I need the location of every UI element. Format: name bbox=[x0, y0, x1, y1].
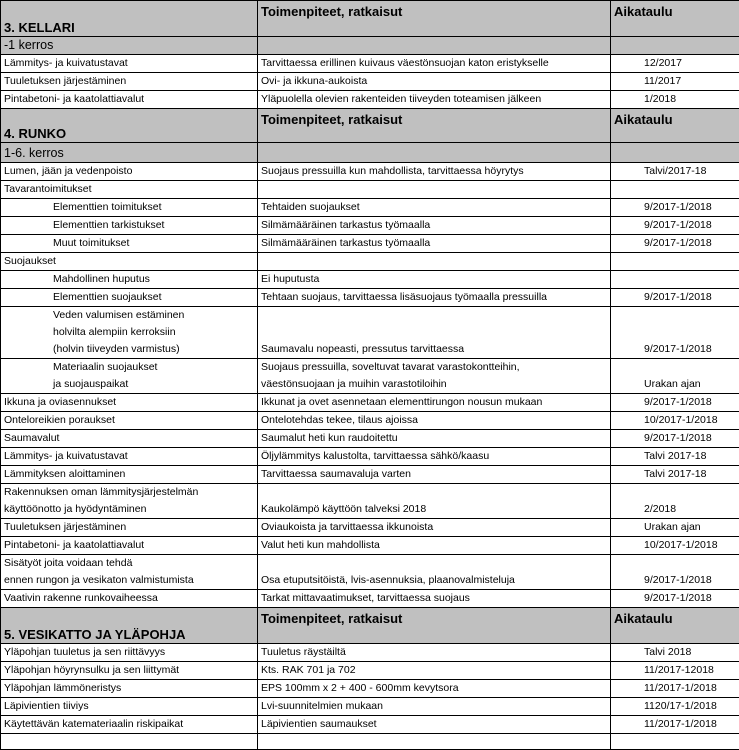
table-row bbox=[1, 537, 739, 555]
item-action: Kts. RAK 701 ja 702 bbox=[258, 662, 611, 680]
item-action bbox=[258, 359, 611, 394]
table-row bbox=[1, 448, 739, 466]
floor-row bbox=[1, 37, 739, 55]
item-label: Elementtien suojaukset bbox=[1, 289, 258, 307]
item-label-line: ja suojauspaikat bbox=[53, 376, 254, 393]
column-header-schedule: Aikataulu bbox=[611, 608, 739, 644]
section-header-runko bbox=[1, 109, 739, 143]
table-row bbox=[1, 253, 739, 271]
item-label: Käytettävän katemateriaalin riskipaikat bbox=[1, 716, 258, 734]
item-label: Lumen, jään ja vedenpoisto bbox=[1, 163, 258, 181]
item-schedule: 9/2017-1/2018 bbox=[611, 235, 739, 253]
item-action: EPS 100mm x 2 + 400 - 600mm kevytsora bbox=[258, 680, 611, 698]
table-row bbox=[1, 199, 739, 217]
column-header-actions: Toimenpiteet, ratkaisut bbox=[258, 1, 611, 37]
item-schedule: Urakan ajan bbox=[611, 359, 739, 394]
item-action: Valut heti kun mahdollista bbox=[258, 537, 611, 555]
floor-row bbox=[1, 143, 739, 163]
item-action: Lvi-suunnitelmien mukaan bbox=[258, 698, 611, 716]
item-action: Ontelotehdas tekee, tilaus ajoissa bbox=[258, 412, 611, 430]
table-row bbox=[1, 430, 739, 448]
item-action: Tarkat mittavaatimukset, tarvittaessa suojaus bbox=[258, 590, 611, 608]
item-schedule: 9/2017-1/2018 bbox=[611, 307, 739, 359]
table-row bbox=[1, 235, 739, 253]
table-row bbox=[1, 412, 739, 430]
item-label-line: (holvin tiiveyden varmistus) bbox=[53, 341, 254, 358]
table-row bbox=[1, 73, 739, 91]
item-action-line: Suojaus pressuilla, soveltuvat tavarat varastokontteihin, bbox=[261, 359, 607, 376]
item-schedule: 10/2017-1/2018 bbox=[611, 537, 739, 555]
item-label: Mahdollinen huputus bbox=[1, 271, 258, 289]
section-title: 4. RUNKO bbox=[1, 109, 258, 143]
item-schedule: 9/2017-1/2018 bbox=[611, 590, 739, 608]
item-schedule: 1/2018 bbox=[611, 91, 739, 109]
item-label-line: käyttöönotto ja hyödyntäminen bbox=[4, 501, 254, 518]
table-row bbox=[1, 217, 739, 235]
table-row bbox=[1, 519, 739, 537]
item-label bbox=[1, 359, 258, 394]
item-action: Ei huputusta bbox=[258, 271, 611, 289]
item-schedule: 9/2017-1/2018 bbox=[611, 289, 739, 307]
item-action: Ovi- ja ikkuna-aukoista bbox=[258, 73, 611, 91]
table-row bbox=[1, 91, 739, 109]
table-row bbox=[1, 359, 739, 394]
floor-label: 1-6. kerros bbox=[1, 143, 258, 163]
section-title: 5. VESIKATTO JA YLÄPOHJA bbox=[1, 608, 258, 644]
item-action: Tarvittaessa erillinen kuivaus väestönsuojan katon eristykselle bbox=[258, 55, 611, 73]
item-schedule: Urakan ajan bbox=[611, 519, 739, 537]
table-row bbox=[1, 466, 739, 484]
table-row bbox=[1, 555, 739, 590]
section-header-vesikatto bbox=[1, 608, 739, 644]
table-row bbox=[1, 698, 739, 716]
item-action: Yläpuolella olevien rakenteiden tiiveyden toteamisen jälkeen bbox=[258, 91, 611, 109]
table-row bbox=[1, 590, 739, 608]
item-schedule: 11/2017-12018 bbox=[611, 662, 739, 680]
item-action: Suojaus pressuilla kun mahdollista, tarvittaessa höyrytys bbox=[258, 163, 611, 181]
item-label-line: Veden valumisen estäminen bbox=[53, 307, 254, 324]
item-action: Tehtaan suojaus, tarvittaessa lisäsuojaus työmaalla pressuilla bbox=[258, 289, 611, 307]
item-label: Lämmitys- ja kuivatustavat bbox=[1, 55, 258, 73]
group-label: Tavarantoimitukset bbox=[1, 181, 258, 199]
table-row bbox=[1, 181, 739, 199]
table-row bbox=[1, 307, 739, 359]
item-schedule: 9/2017-1/2018 bbox=[611, 217, 739, 235]
item-schedule: Talvi 2017-18 bbox=[611, 466, 739, 484]
table-row bbox=[1, 680, 739, 698]
item-action: Läpivientien saumaukset bbox=[258, 716, 611, 734]
item-schedule: 11/2017 bbox=[611, 73, 739, 91]
item-label-line: Rakennuksen oman lämmitysjärjestelmän bbox=[4, 484, 254, 501]
item-label-line: Materiaalin suojaukset bbox=[53, 359, 254, 376]
column-header-schedule: Aikataulu bbox=[611, 1, 739, 37]
column-header-schedule: Aikataulu bbox=[611, 109, 739, 143]
section-header-kellari bbox=[1, 1, 739, 37]
item-label bbox=[1, 484, 258, 519]
table-row bbox=[1, 289, 739, 307]
section-title: 3. KELLARI bbox=[1, 1, 258, 37]
group-label: Suojaukset bbox=[1, 253, 258, 271]
item-schedule: 1120/17-1/2018 bbox=[611, 698, 739, 716]
item-label: Elementtien toimitukset bbox=[1, 199, 258, 217]
item-label-line: ennen rungon ja vesikaton valmistumista bbox=[4, 572, 254, 589]
item-schedule: 9/2017-1/2018 bbox=[611, 394, 739, 412]
item-label: Pintabetoni- ja kaatolattiavalut bbox=[1, 537, 258, 555]
item-schedule: Talvi 2017-18 bbox=[611, 448, 739, 466]
table-row bbox=[1, 662, 739, 680]
item-label: Läpivientien tiiviys bbox=[1, 698, 258, 716]
table-row bbox=[1, 394, 739, 412]
item-action: Ikkunat ja ovet asennetaan elementtirungon nousun mukaan bbox=[258, 394, 611, 412]
table-row bbox=[1, 271, 739, 289]
item-label: Onteloreikien poraukset bbox=[1, 412, 258, 430]
item-action: Tarvittaessa saumavaluja varten bbox=[258, 466, 611, 484]
table-row bbox=[1, 484, 739, 519]
item-action: Öljylämmitys kalustolta, tarvittaessa sähkö/kaasu bbox=[258, 448, 611, 466]
table-row-empty bbox=[1, 734, 739, 750]
item-action: Osa etuputsitöistä, lvis-asennuksia, plaanovalmisteluja bbox=[258, 555, 611, 590]
item-label: Muut toimitukset bbox=[1, 235, 258, 253]
item-label: Yläpohjan lämmöneristys bbox=[1, 680, 258, 698]
item-label: Elementtien tarkistukset bbox=[1, 217, 258, 235]
item-action: Saumalut heti kun raudoitettu bbox=[258, 430, 611, 448]
item-schedule: 2/2018 bbox=[611, 484, 739, 519]
item-action: Silmämääräinen tarkastus työmaalla bbox=[258, 217, 611, 235]
table-row bbox=[1, 163, 739, 181]
item-schedule: 12/2017 bbox=[611, 55, 739, 73]
item-label: Lämmityksen aloittaminen bbox=[1, 466, 258, 484]
table-row bbox=[1, 55, 739, 73]
item-label: Pintabetoni- ja kaatolattiavalut bbox=[1, 91, 258, 109]
item-action: Silmämääräinen tarkastus työmaalla bbox=[258, 235, 611, 253]
item-action: Tuuletus räystäiltä bbox=[258, 644, 611, 662]
column-header-actions: Toimenpiteet, ratkaisut bbox=[258, 608, 611, 644]
item-action: Oviaukoista ja tarvittaessa ikkunoista bbox=[258, 519, 611, 537]
item-label-line: holvilta alempiin kerroksiin bbox=[53, 324, 254, 341]
table-row bbox=[1, 716, 739, 734]
item-label-line: Sisätyöt joita voidaan tehdä bbox=[4, 555, 254, 572]
item-schedule: 9/2017-1/2018 bbox=[611, 199, 739, 217]
item-label: Vaativin rakenne runkovaiheessa bbox=[1, 590, 258, 608]
item-action: Kaukolämpö käyttöön talveksi 2018 bbox=[258, 484, 611, 519]
item-schedule: 11/2017-1/2018 bbox=[611, 716, 739, 734]
item-schedule: 9/2017-1/2018 bbox=[611, 430, 739, 448]
item-label: Yläpohjan tuuletus ja sen riittävyys bbox=[1, 644, 258, 662]
floor-label: -1 kerros bbox=[1, 37, 258, 55]
item-schedule: Talvi/2017-18 bbox=[611, 163, 739, 181]
item-label: Yläpohjan höyrynsulku ja sen liittymät bbox=[1, 662, 258, 680]
item-schedule: 9/2017-1/2018 bbox=[611, 555, 739, 590]
item-schedule: 11/2017-1/2018 bbox=[611, 680, 739, 698]
item-action-line: väestönsuojaan ja muihin varastotiloihin bbox=[261, 376, 607, 393]
item-label bbox=[1, 555, 258, 590]
item-label: Saumavalut bbox=[1, 430, 258, 448]
item-schedule: Talvi 2018 bbox=[611, 644, 739, 662]
item-label: Tuuletuksen järjestäminen bbox=[1, 73, 258, 91]
item-label: Tuuletuksen järjestäminen bbox=[1, 519, 258, 537]
item-action: Tehtaiden suojaukset bbox=[258, 199, 611, 217]
item-label: Lämmitys- ja kuivatustavat bbox=[1, 448, 258, 466]
item-label bbox=[1, 307, 258, 359]
item-action: Saumavalu nopeasti, pressutus tarvittaessa bbox=[258, 307, 611, 359]
item-schedule bbox=[611, 271, 739, 289]
item-schedule: 10/2017-1/2018 bbox=[611, 412, 739, 430]
column-header-actions: Toimenpiteet, ratkaisut bbox=[258, 109, 611, 143]
item-label: Ikkuna ja oviasennukset bbox=[1, 394, 258, 412]
table-row bbox=[1, 644, 739, 662]
